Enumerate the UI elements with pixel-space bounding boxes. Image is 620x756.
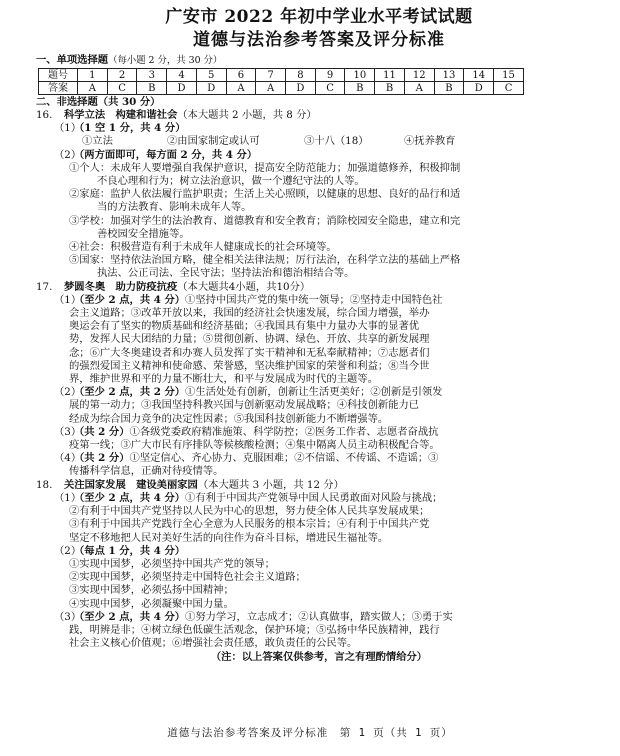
q16-part1-scoring: （1 空 1 分，共 4 分） [74,122,186,135]
answer-line: 念；⑥广大冬奥建设者和办赛人员发挥了实干精神和无私奉献精神；⑦志愿者们 [69,346,430,359]
q16-option: ③十八（18） [304,135,369,148]
question-number: 10 [345,69,375,82]
question-number: 4 [167,69,197,82]
answer-cell: A [226,82,256,95]
answer-line: 善校园安全措施等。 [97,227,190,240]
q18-part2-heading [36,545,602,558]
q16-option: ①立法 [82,135,113,148]
q18-part3-scoring: （至少 2 点，共 4 分） [74,610,186,623]
answer-line: 执法、公正司法、全民守法；坚持法治和德治相结合等。 [97,267,355,280]
page-footer: 道德与法治参考答案及评分标准 第 1 页（共 1 页） [167,727,453,739]
answer-line: ①坚定信心、齐心协力、克服困难；②不信谣、不传谣、不造谣；③ [129,452,439,465]
q18-part3-first-line [36,611,602,624]
question-number: 14 [464,69,494,82]
q16-note: （本大题共 2 小题，共 8 分） [177,109,317,121]
answer-line: ③实现中国梦，必须弘扬中国精神； [69,584,234,597]
question-number: 13 [434,69,464,82]
answer-line: ①实现中国梦，必须坚持中国共产党的领导； [69,557,275,570]
answer-line: ④实现中国梦，必须凝聚中国力量。 [69,597,234,610]
q17-heading [36,281,602,294]
q17-part3-label: （3） [54,425,82,438]
q17-part3-scoring: （共 2 分） [74,425,130,438]
q16-heading [36,109,602,122]
closing-note: （注：以上答案仅供参考，言之有理酌情给分） [210,651,428,664]
q16-title: 科学立法 构建和谐社会 [64,109,178,121]
question-number: 6 [226,69,256,82]
q16-option: ④抚养教育 [404,135,456,148]
answer-cell: D [286,82,316,95]
answer-line: ④社会：积极营造有利于未成年人健康成长的社会环境等。 [69,241,337,254]
q18-part2-scoring: （每点 1 分，共 4 分） [74,544,186,557]
question-number: 1 [78,69,108,82]
section1-title: 一、单项选择题 [36,54,109,66]
question-number: 7 [256,69,286,82]
q17-part2-first-line [36,386,602,399]
q18-part2-label: （2） [54,544,82,557]
q17-title: 梦圆冬奥 助力防疫抗疫 [64,280,178,293]
q17-part4-label: （4） [54,452,82,465]
question-number: 9 [315,69,345,82]
answer-cell: C [107,82,137,95]
q18-number: 18. [36,478,53,491]
answer-table [38,68,524,95]
q16-part1-options [36,135,602,148]
q18-title: 关注国家发展 建设美丽家园 [64,478,198,491]
answer-table-answers-row [39,82,524,95]
section1-heading [36,54,602,67]
q17-part4-scoring: （共 2 分） [74,452,130,465]
section2-heading: 二、非选择题（共 30 分） [36,96,161,108]
answer-line: ①努力学习，立志成才；②认真做事，踏实做人；③勇于实 [185,610,453,623]
answer-table-row2-label: 答案 [39,82,78,95]
answer-cell: C [494,82,524,95]
q17-part1-scoring: （至少 2 点，共 4 分） [74,293,186,306]
answer-line: 展的第一动力；③我国坚持科教兴国与创新驱动发展战略；④科技创新能力已 [69,399,420,412]
answer-line: 践，明辨是非；④树立绿色低碳生活观念，保护环境；⑤弘扬中华民族精神，践行 [69,623,440,636]
question-number: 2 [107,69,137,82]
answer-cell: D [464,82,494,95]
answer-line: ②实现中国梦，必须坚持走中国特色社会主义道路； [69,571,306,584]
answer-line: 奥运会有了坚实的物质基础和经济基础；④我国具有集中力量办大事的显著优 [69,320,420,333]
q17-part1-first-line [36,294,602,307]
answer-cell: A [404,82,434,95]
question-number: 15 [494,69,524,82]
q18-heading [36,479,602,492]
answer-line: ⑤国家：坚持依法治国方略，健全相关法律法规；厉行法治，在科学立法的基础上严格 [69,254,461,267]
q18-part3-label: （3） [54,610,82,623]
answer-line: ②家庭：监护人依法履行监护职责；生活上关心照顾，以健康的思想、良好的品行和适 [69,188,461,201]
answer-table-row1-label: 题号 [39,69,78,82]
q17-part3-first-line [36,426,602,439]
answer-line: ①各级党委政府精准施策、科学防控；②医务工作者、志愿者奋战抗 [129,425,439,438]
q18-part1-scoring: （至少 2 点，共 4 分） [74,491,186,504]
q17-part1-label: （1） [54,293,82,306]
answer-cell: C [315,82,345,95]
answer-line: 经成为综合国力竞争的决定性因素；⑤我国科技创新能力不断增强等。 [69,412,389,425]
question-number: 8 [286,69,316,82]
q18-part1-label: （1） [54,491,82,504]
q18-part1-first-line [36,492,602,505]
answer-line: ②有利于中国共产党坚持以人民为中心的思想，努力使全体人民共享发展成果； [69,505,430,518]
question-number: 12 [404,69,434,82]
answer-cell: D [167,82,197,95]
answer-cell: B [434,82,464,95]
q17-part4-first-line [36,452,602,465]
answer-line: 当的方法教育、影响未成年人等。 [97,201,252,214]
q18-note: （本大题共 3 小题，共 12 分） [197,478,344,491]
answer-line: ①有利于中国共产党领导中国人民勇敢面对风险与挑战； [185,491,443,504]
answer-line: 的强烈爱国主义精神和使命感、荣誉感，坚决维护国家的荣誉和利益；⑧当今世 [69,359,430,372]
answer-line: 坚定不移地把人民对美好生活的向往作为奋斗目标，增进民生福祉等。 [69,531,389,544]
q16-part2-scoring: （两方面即可，每方面 2 分，共 4 分） [74,148,258,161]
answer-cell: A [256,82,286,95]
q17-note: （本大题共4小题，共10分） [177,280,311,293]
answer-line: ①坚持中国共产党的集中统一领导；②坚持走中国特色社 [185,293,443,306]
answer-line: 疫第一线；③广大市民有序排队等候核酸检测；④集中隔离人员主动积极配合等。 [69,439,440,452]
q17-number: 17. [36,280,53,293]
question-number: 5 [196,69,226,82]
q16-part2-heading [36,149,602,162]
answer-cell: B [137,82,167,95]
answer-line: 界，维护世界和平的力量不断壮大，和平与发展成为时代的主题等。 [69,373,378,386]
answer-line: ③有利于中国共产党践行全心全意为人民服务的根本宗旨；④有利于中国共产党 [69,518,430,531]
answer-line: ①生活处处有创新，创新让生活更美好；②创新是引领发 [185,386,443,399]
answer-line: 势，发挥人民大团结的力量；⑤贯彻创新、协调、绿色、开放、共享的新发展理 [69,333,430,346]
answer-cell: D [196,82,226,95]
answer-line: 不良心理和行为；树立法治意识，做一个遵纪守法的人等。 [97,175,365,188]
answer-line: ③学校：加强对学生的法治教育、道德教育和安全教育；消除校园安全隐患，建立和完 [69,214,461,227]
answer-cell: B [345,82,375,95]
answer-line: 社会主义核心价值观；⑥增强社会责任感，敢负责任的公民等。 [69,637,358,650]
section1-note: （每小题 2 分，共 30 分） [108,55,223,66]
answer-cell: A [78,82,108,95]
answer-line: 传播科学信息，正确对待疫情等。 [69,465,224,478]
answer-cell: B [375,82,405,95]
q16-part1-label: （1） [54,122,82,135]
q16-part1-heading [36,122,602,135]
q16-option: ②由国家制定或认可 [167,135,260,148]
q16-number: 16. [36,109,53,121]
answer-line: ①个人：未成年人要增强自我保护意识，提高安全防范能力；加强道德修养，积极抑制 [69,161,461,174]
document-subtitle: 道德与法治参考答案及评分标准 [193,30,445,50]
q16-part2-label: （2） [54,148,82,161]
question-number: 3 [137,69,167,82]
q17-part2-label: （2） [54,386,82,399]
q17-part2-scoring: （至少 2 点，共 2 分） [74,386,186,399]
answer-line: 会主义道路；③改革开放以来，我国的经济社会快速发展，综合国力增强，举办 [69,307,430,320]
document-title: 广安市 2022 年初中学业水平考试试题 [165,7,473,27]
answer-table-numbers-row [39,69,524,82]
question-number: 11 [375,69,405,82]
